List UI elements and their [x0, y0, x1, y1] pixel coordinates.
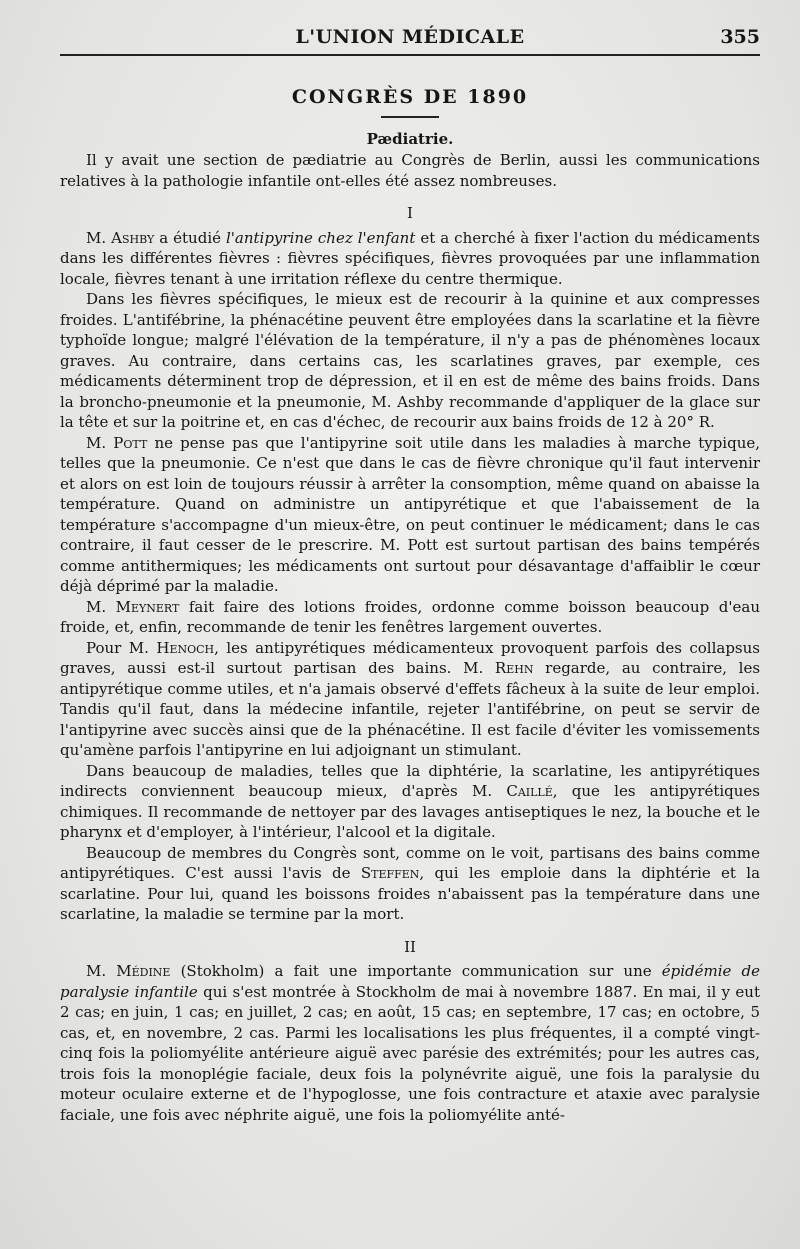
- part-numeral-1: I: [407, 204, 413, 222]
- paragraph-meynert: [60, 597, 760, 638]
- paragraph-caille: [60, 761, 760, 843]
- page-number: 355: [720, 26, 760, 48]
- paragraph-text: , que les antipyrétiques chimiques. Il recommande de nettoyer par des lavages antiseptiques le nez, la bouche et le pharynx et d'employer, à l'intérieur, l'alcool et la digitale.: [60, 782, 760, 841]
- paragraph-text: ne pense pas que l'antipyrine soit utile dans les maladies à marche typique, telles que la pneumonie. Ce n'est que dans le cas de fièvre chronique qu'il faut intervenir et alors on est loin de toujours réussir à arrêter la consomption, même quand on abaisse la température. Quand on administre un antipyrétique et que l'abaissement de la température s'accompagne d'un mieux-être, on peut continuer le médicament; dans le cas contraire, il faut cesser de le prescrire. M. Pott est surtout partisan des bains tempérés comme antithermiques; les médicaments ont surtout pour désavantage d'affaiblir le cœur déjà déprimé par la maladie.: [60, 433, 760, 595]
- paragraph-text: , les antipyrétiques médicamenteux provoquent parfois des collapsus graves, aussi est-il surtout partisan des bains.: [60, 638, 760, 677]
- paragraph-pott: [60, 433, 760, 597]
- paragraph-text: et a cherché à fixer l'action du médicaments dans les différentes fièvres : fièvres spécifiques, fièvres provoquées par une inflammation locale, fièvres tenant à une irritation réflexe du centre thermique.: [60, 228, 760, 288]
- paragraph-fevers: Dans les fièvres spécifiques, le mieux est de recourir à la quinine et aux compresses froides. L'antifébrine, la phénacétine peuvent être employées dans la scarlatine et la fièvre typhoïde longue; malgré l'élévation de la température, il n'y a pas de phénomènes locaux graves. Au contraire, dans certains cas, les scarlatines graves, par exemple, ces médicaments déterminent trop de dépression, et il en est de même des bains froids. Dans la broncho-pneumonie et la pneumonie, M. Ashby recommande d'appliquer de la glace sur la tête et sur la poitrine et, en cas d'échec, de recourir aux bains froids de 12 à 20° R.: [60, 290, 760, 431]
- paragraph-text: regarde, au contraire, les antipyrétique comme utiles, et n'a jamais observé d'effets fâcheux à la suite de leur emploi. Tandis qu'il faut, dans la médecine infantile, rejeter l'antifébrine, on peut se servir de l'antipyrine avec succès ainsi que de la phénacétine. Il est facile d'éviter les vomissements qu'amène parfois l'antipyrine en lui adjoignant un stimulant.: [60, 659, 761, 759]
- page-header: [60, 22, 760, 56]
- intro-paragraph: Il y avait une section de pædiatrie au Congrès de Berlin, aussi les communications relatives à la pathologie infantile ont-elles été assez nombreuses.: [60, 151, 760, 190]
- paragraph-text: Pour: [86, 638, 129, 657]
- speaker-name: M. Pott: [86, 433, 148, 452]
- paragraph-text: qui s'est montrée à Stockholm de mai à novembre 1887. En mai, il y eut 2 cas; en juin, 1 cas; en juillet, 2 cas; en août, 15 cas; en septembre, 17 cas; en octobre, 5 cas, et, en novembre, 2 cas. Parmi les localisations les plus fréquentes, il a compté vingt-cinq fois la poliomyélite antérieure aiguë avec parésie des extrémités; pour les autres cas, trois fois la monoplégie faciale, deux fois la polynévrite aiguë, une fois la paralysie du moteur oculaire externe et de l'hypoglosse, une fois contracture et ataxie avec paralysie faciale, une fois avec néphrite aiguë, une fois la poliomyélite anté-: [60, 982, 760, 1124]
- italic-text: l'antipyrine chez l'enfant: [225, 228, 416, 247]
- paragraph-text: Beaucoup de membres du Congrès sont, comme on le voit, partisans des bains comme antipyrétiques. C'est aussi l'avis de: [60, 843, 760, 882]
- speaker-name: M. Henoch: [128, 638, 215, 657]
- paragraph-steffen: [60, 843, 760, 925]
- paragraph-text: a étudié: [154, 228, 226, 247]
- paragraph-text: (Stokholm) a fait une importante communication sur une: [170, 962, 662, 980]
- speaker-name: M. Meynert: [86, 597, 180, 616]
- speaker-name: M. Médine: [86, 962, 171, 980]
- paragraph-text: Dans beaucoup de maladies, telles que la diphtérie, la scarlatine, les antipyrétiques indirects conviennent beaucoup mieux, d'après: [60, 761, 760, 800]
- article-body: [60, 150, 760, 1125]
- paragraph-medine: [60, 961, 760, 1125]
- subsection-title: Pædiatrie.: [366, 130, 454, 148]
- journal-title: L'UNION MÉDICALE: [295, 26, 525, 48]
- speaker-name: M. Rehn: [463, 659, 534, 677]
- italic-text: épidémie de paralysie infantile: [60, 962, 760, 1001]
- paragraph-ashby: [60, 228, 760, 290]
- title-rule: [381, 116, 439, 118]
- paragraph-text: fait faire des lotions froides, ordonne comme boisson beaucoup d'eau froide, et, enfin, recommande de tenir les fenêtres largement ouvertes.: [60, 597, 760, 636]
- speaker-name: M. Caillé: [471, 782, 553, 800]
- paragraph-henoch: [60, 638, 760, 761]
- part-numeral-2: II: [404, 937, 416, 956]
- paragraph-text: , qui les emploie dans la diphtérie et la scarlatine. Pour lui, quand les boissons froides n'abaissent pas la température dans une scarlatine, la maladie se termine par la mort.: [60, 864, 761, 923]
- speaker-name: Steffen: [360, 864, 420, 882]
- speaker-name: M. Ashby: [86, 228, 155, 247]
- section-title: CONGRÈS DE 1890: [291, 86, 529, 108]
